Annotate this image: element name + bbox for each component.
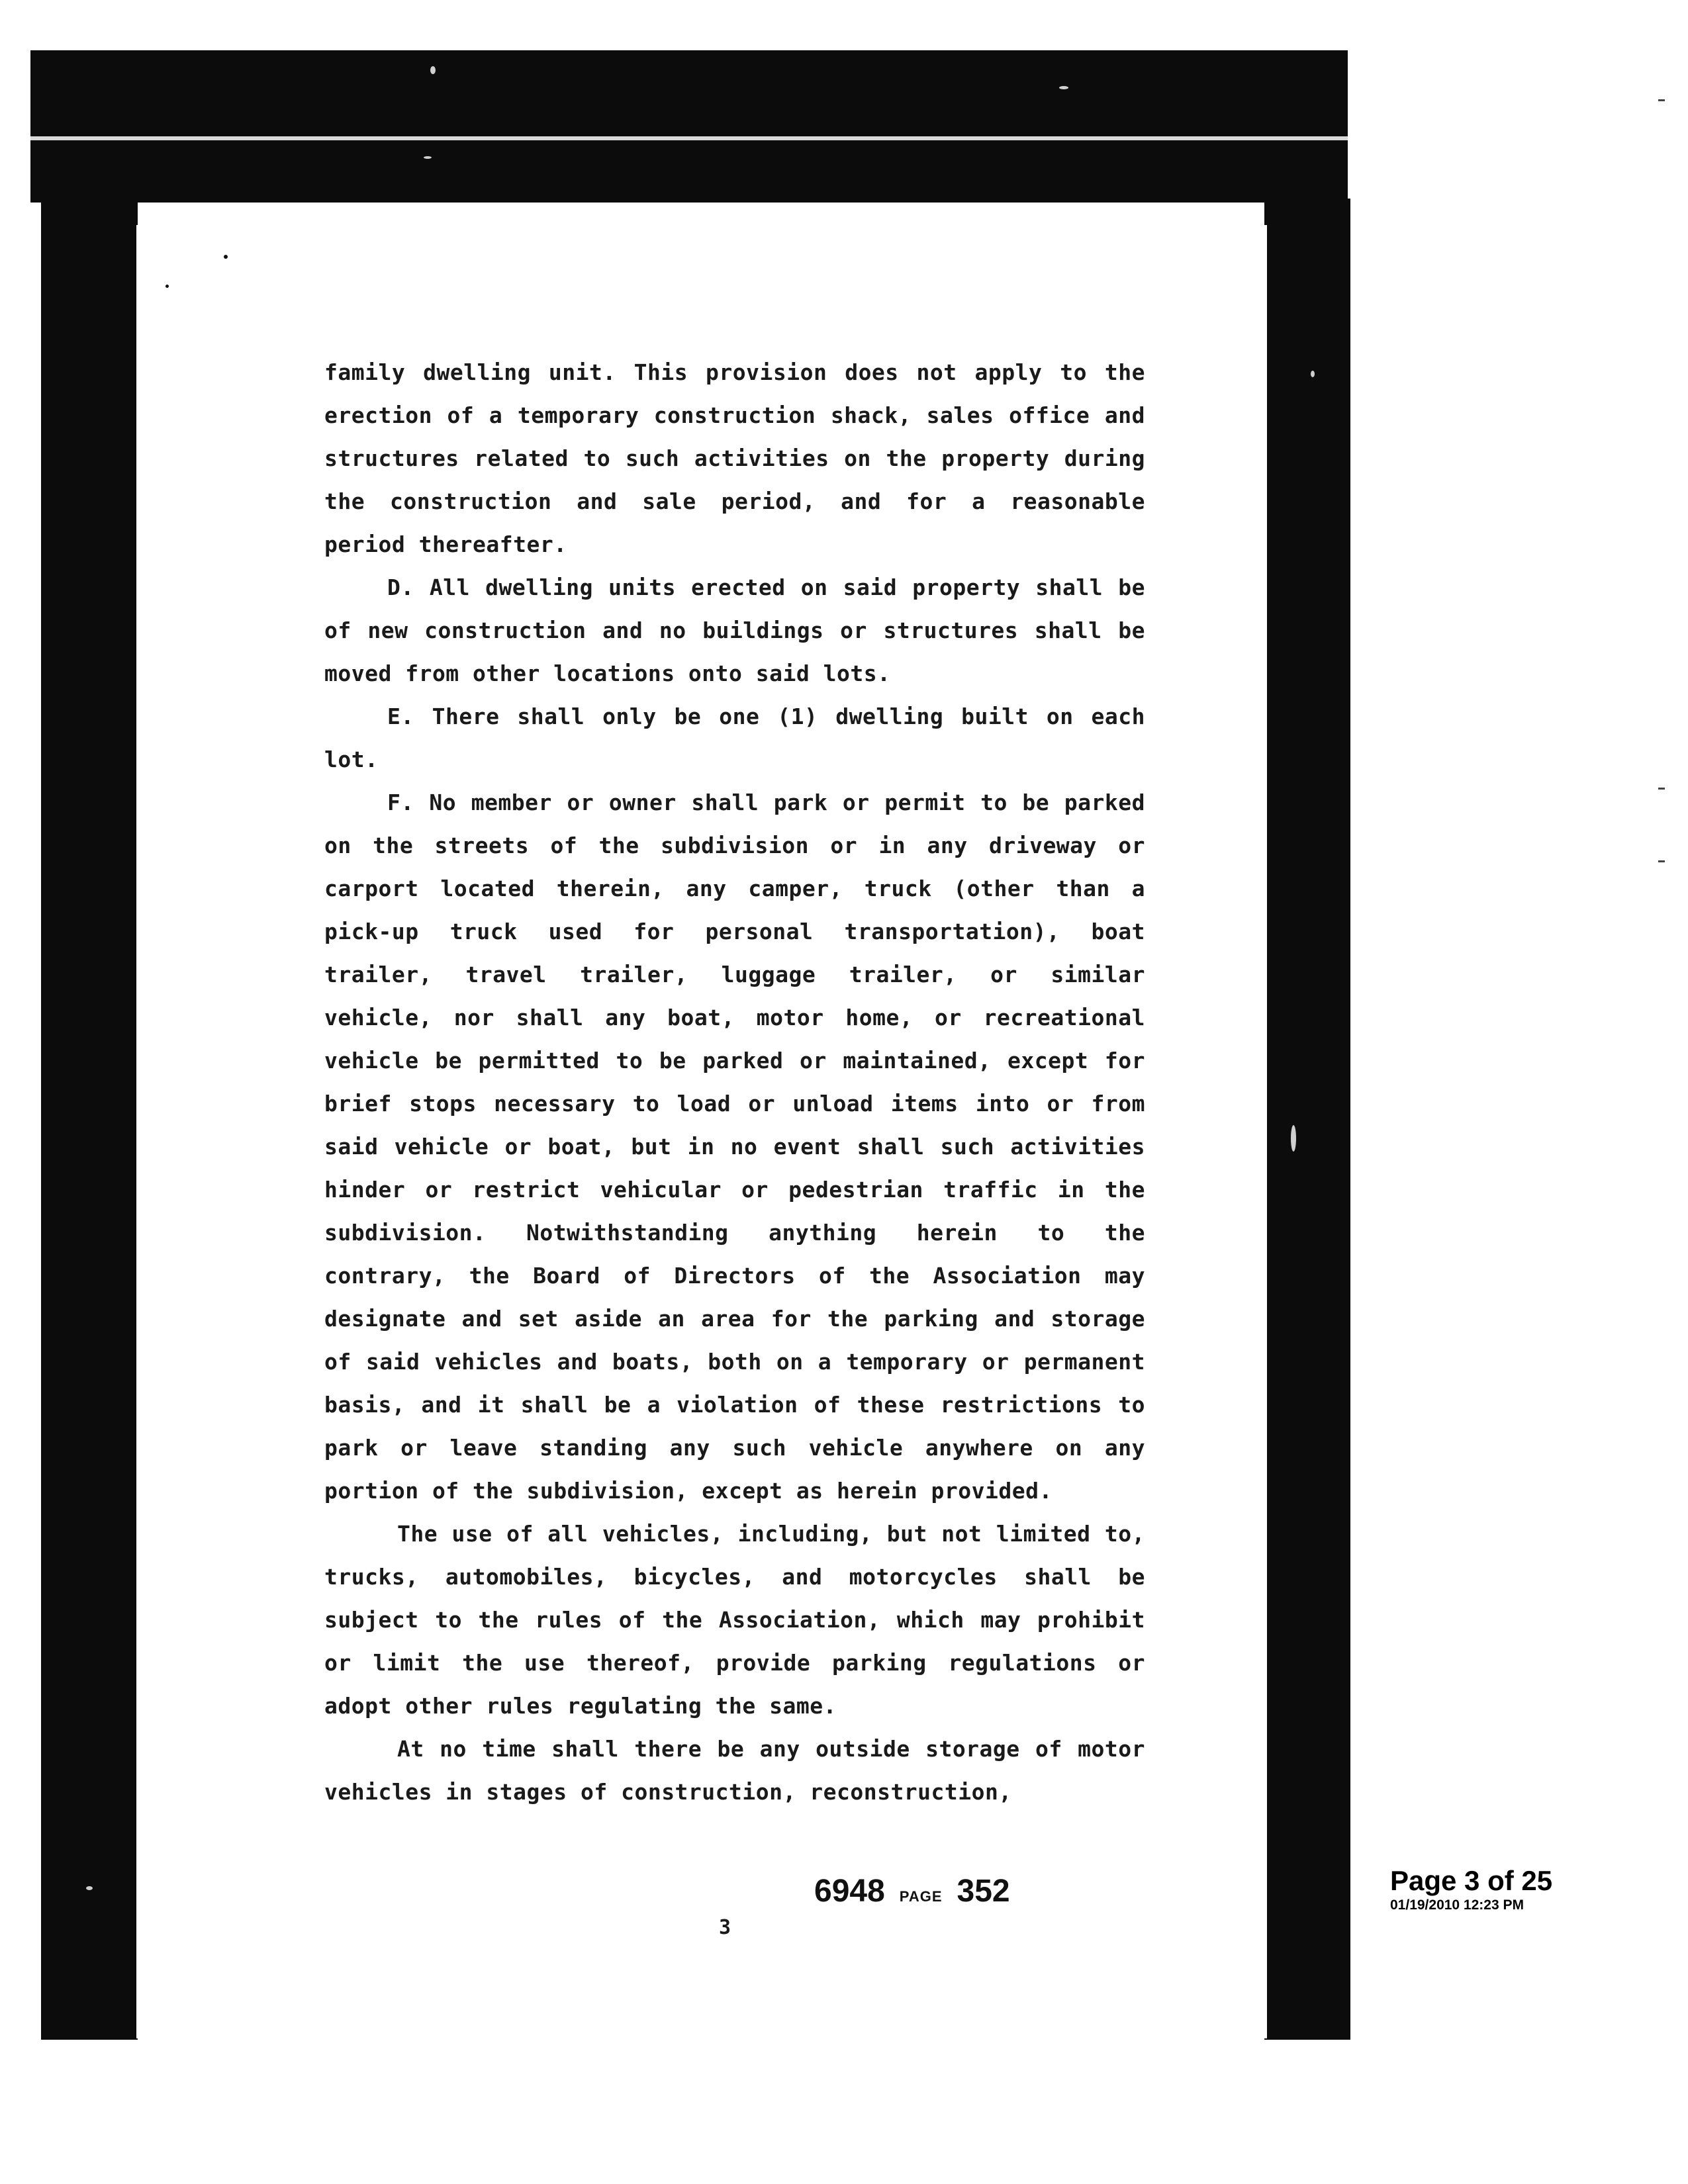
paragraph-item-e: E. There shall only be one (1) dwelling built on each lot. xyxy=(324,704,1145,772)
scan-speck xyxy=(165,285,169,288)
scan-speck xyxy=(224,255,228,259)
scan-speck xyxy=(1059,86,1068,89)
book-number: 6948 xyxy=(814,1874,885,1909)
scan-speck xyxy=(424,156,432,159)
scan-speck xyxy=(430,66,436,74)
scan-speck xyxy=(86,1886,93,1890)
scan-speck xyxy=(1291,1125,1296,1152)
edge-mark xyxy=(1658,788,1665,790)
stamp-datetime: 01/19/2010 12:23 PM xyxy=(1390,1897,1524,1913)
scan-border-top xyxy=(30,50,1348,203)
scan-border-right xyxy=(1264,199,1350,2040)
scan-speck xyxy=(1311,371,1315,377)
edge-mark xyxy=(1658,99,1665,101)
paragraph-item-d: D. All dwelling units erected on said property shall be of new construction and no buildings or structures shall be moved from other locations onto said lots. xyxy=(324,574,1145,686)
paragraph-outside-storage: At no time shall there be any outside storage of motor vehicles in stages of construction, reconstruction, xyxy=(324,1736,1145,1805)
stamp-page-count: Page 3 of 25 xyxy=(1390,1865,1553,1896)
scan-border-line xyxy=(30,136,1348,140)
document-body xyxy=(324,351,1145,1813)
edge-mark xyxy=(1658,860,1665,862)
paragraph-family-dwelling: family dwelling unit. This provision does not apply to the erection of a temporary construction shack, sales office and structures related to such activities on the property during the construction and sale period, and for a reasonable period thereafter. xyxy=(324,359,1145,557)
recording-book-page xyxy=(814,1873,1033,1909)
page-stamp xyxy=(1390,1865,1589,1914)
scan-border-left xyxy=(41,199,138,2040)
book-page-number: 352 xyxy=(957,1874,1010,1909)
page-number: 3 xyxy=(718,1916,731,1939)
paragraph-vehicle-use: The use of all vehicles, including, but not limited to, trucks, automobiles, bicycles, and motorcycles shall be subject to the rules of the Association, which may prohibit or limit the use thereof, provide parking regulations or adopt other rules regulating the same. xyxy=(324,1521,1145,1719)
book-page-label: PAGE xyxy=(899,1888,943,1905)
paragraph-item-f: F. No member or owner shall park or permit to be parked on the streets of the subdivision or in any driveway or carport located therein, any camper, truck (other than a pick-up truck used for personal transportation), boat trailer, travel trailer, luggage trailer, or similar vehicle, nor shall any boat, motor home, or recreational vehicle be permitted to be parked or maintained, except for brief stops necessary to load or unload items into or from said vehicle or boat, but in no event shall such activities hinder or restrict vehicular or pedestrian traffic in the subdivision. Notwithstanding anything herein to the contrary, the Board of Directors of the Association may designate and set aside an area for the parking and storage of said vehicles and boats, both on a temporary or permanent basis, and it shall be a violation of these restrictions to park or leave standing any such vehicle anywhere on any portion of the subdivision, except as herein provided. xyxy=(324,790,1145,1504)
